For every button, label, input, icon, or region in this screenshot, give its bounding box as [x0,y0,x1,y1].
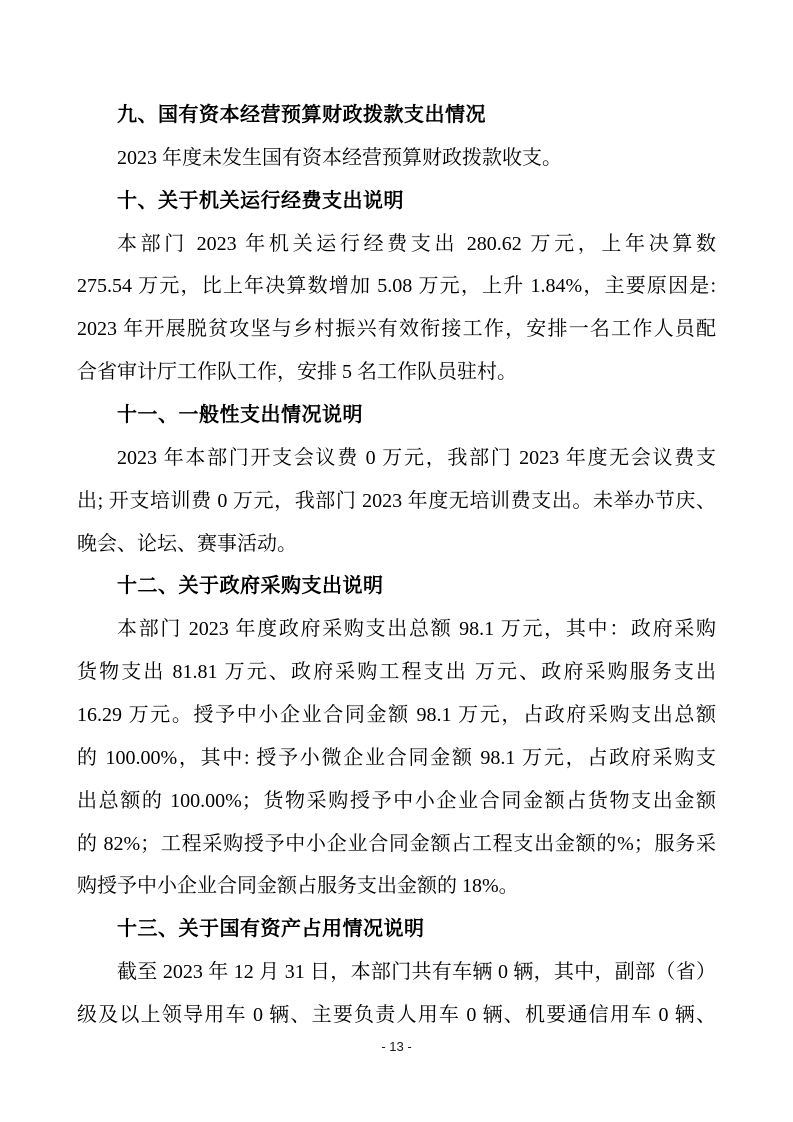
text-line: 2023 年开展脱贫攻坚与乡村振兴有效衔接工作，安排一名工作人员配 [77,318,716,341]
paragraph [77,437,716,566]
section-heading [77,565,716,608]
text-line: 级及以上领导用车 0 辆、主要负责人用车 0 辆、机要通信用车 0 辆、 [77,1004,716,1027]
section-heading [77,94,716,137]
text-line: 十、关于机关运行经费支出说明 [117,189,404,212]
text-line: 购授予中小企业合同金额占服务支出金额的 18%。 [77,875,519,898]
text-line: 2023 年度未发生国有资本经营预算财政拨款收支。 [117,146,562,169]
paragraph [77,223,716,394]
text-line: 275.54 万元，比上年决算数增加 5.08 万元，上升 1.84%，主要原因是: [77,275,716,298]
paragraph [77,951,716,1037]
text-line: 出; 开支培训费 0 万元，我部门 2023 年度无培训费支出。未举办节庆、 [77,489,716,512]
text-line: 货物支出 81.81 万元、政府采购工程支出 万元、政府采购服务支出 [77,661,716,684]
text-line: 十一、一般性支出情况说明 [117,404,363,427]
document-content [77,94,716,1037]
text-line: 的 100.00%，其中: 授予小微企业合同金额 98.1 万元，占政府采购支 [77,746,716,769]
text-line: 十二、关于政府采购支出说明 [117,575,384,598]
page-number: - 13 - [381,1039,412,1054]
text-line: 本部门 2023 年机关运行经费支出 280.62 万元，上年决算数 [117,232,716,255]
text-line: 2023 年本部门开支会议费 0 万元，我部门 2023 年度无会议费支 [117,446,716,469]
text-line: 的 82%；工程采购授予中小企业合同金额占工程支出金额的%；服务采 [77,832,716,855]
text-line: 16.29 万元。授予中小企业合同金额 98.1 万元，占政府采购支出总额 [77,704,716,727]
text-line: 出总额的 100.00%；货物采购授予中小企业合同金额占货物支出金额 [77,789,716,812]
text-line: 合省审计厅工作队工作，安排 5 名工作队员驻村。 [77,361,517,384]
text-line: 九、国有资本经营预算财政拨款支出情况 [117,104,486,126]
paragraph [77,137,716,180]
section-heading [77,908,716,951]
text-line: 晚会、论坛、赛事活动。 [77,532,297,555]
text-line: 截至 2023 年 12 月 31 日，本部门共有车辆 0 辆，其中，副部（省） [117,961,716,984]
paragraph [77,608,716,908]
text-line: 本部门 2023 年度政府采购支出总额 98.1 万元，其中：政府采购 [117,618,716,641]
page-footer [0,1036,793,1058]
text-line: 十三、关于国有资产占用情况说明 [117,918,425,941]
section-heading [77,394,716,437]
section-heading [77,180,716,223]
